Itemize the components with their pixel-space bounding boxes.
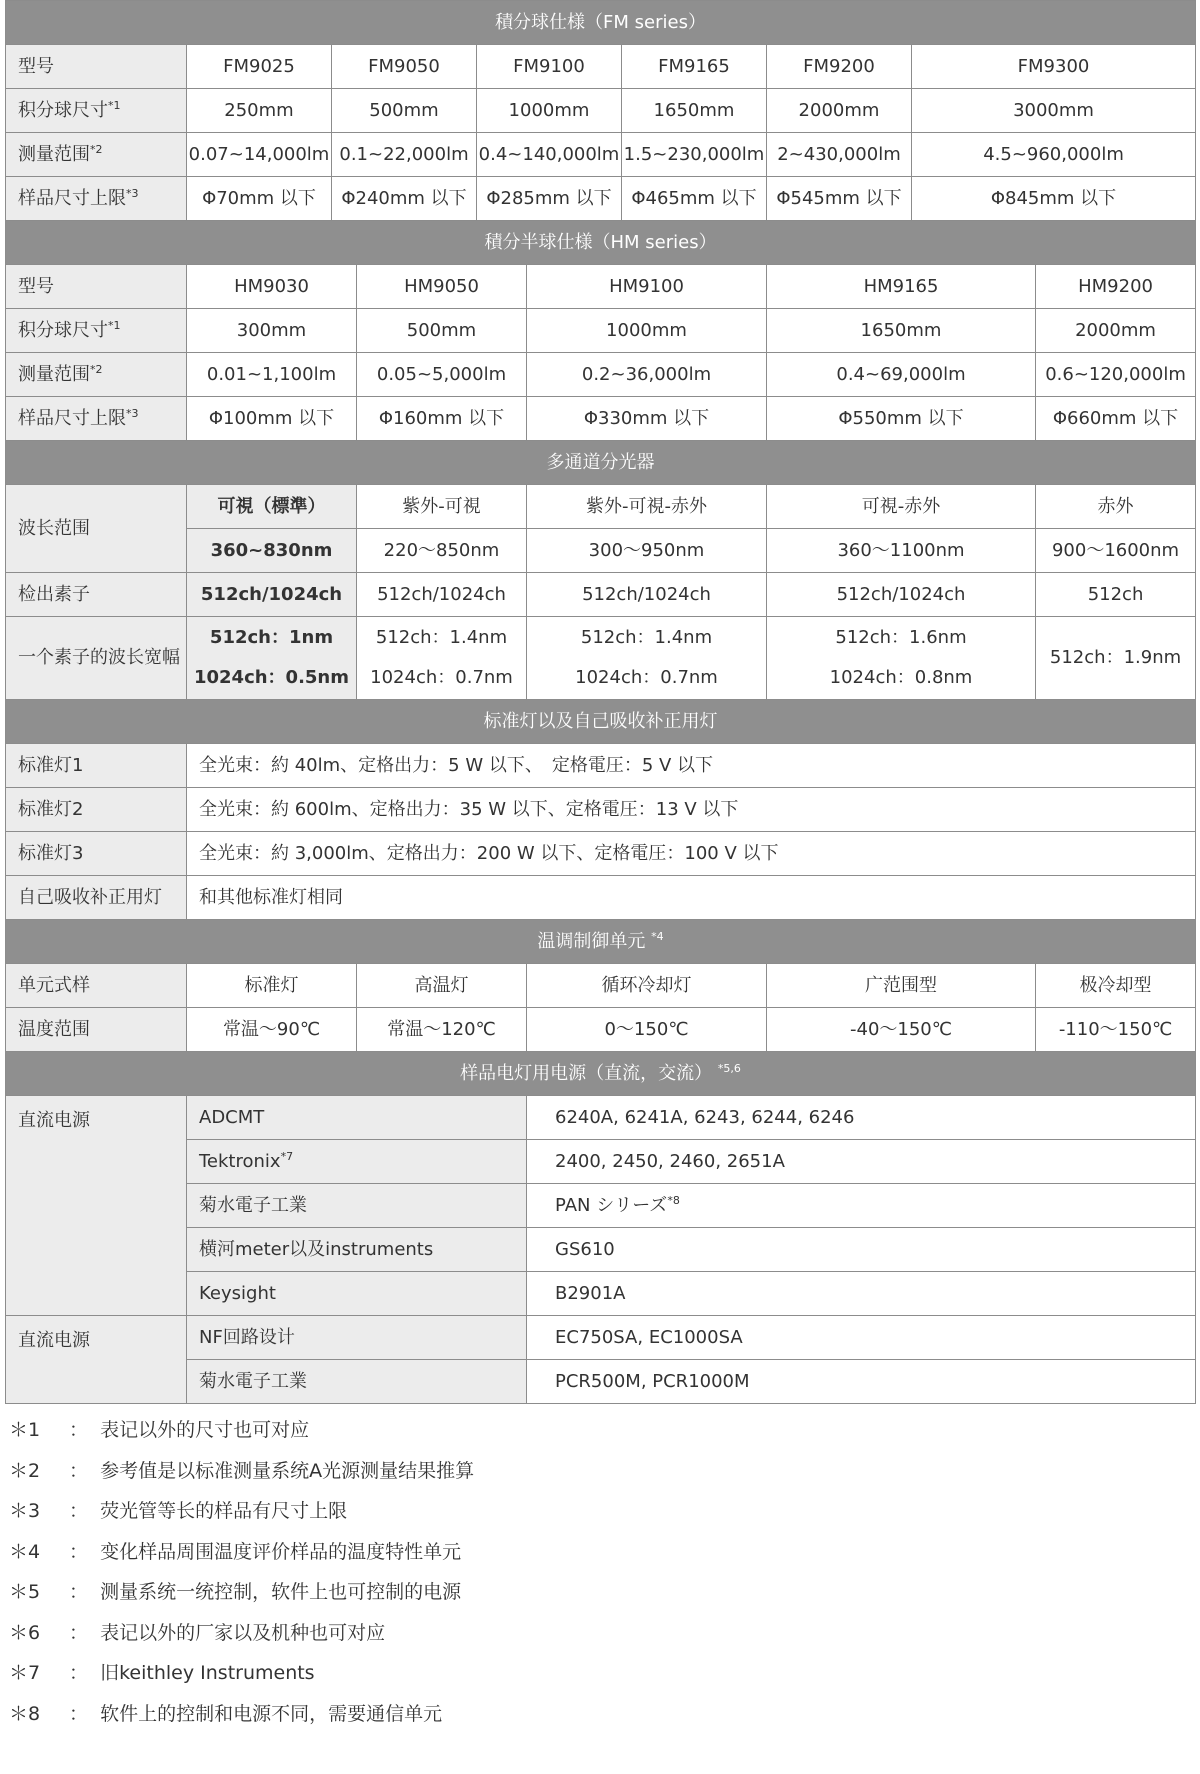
footnote	[5, 1532, 1195, 1573]
spectro-width	[767, 617, 1036, 700]
hm-section-title: 積分半球仕様（HM series）	[6, 221, 1196, 265]
width-512: 512ch：1.4nm	[375, 627, 508, 648]
lamp-value: 全光束：約 3,000lm、定格出力：200 W 以下、定格電圧：100 V 以下	[187, 832, 1196, 876]
lamp-value: 全光束：約 40lm、定格出力：5 W 以下、 定格電圧：5 V 以下	[187, 744, 1196, 788]
width-1024: 1024ch：0.8nm	[829, 667, 973, 688]
fm-model: FM9200	[767, 45, 912, 89]
hm-range: 0.01~1,100lm	[187, 353, 357, 397]
hm-sample: Φ100mm 以下	[187, 397, 357, 441]
power-models: 2400, 2450, 2460, 2651A	[527, 1140, 1196, 1184]
power-row	[6, 1096, 1196, 1140]
footnote-mark: *2	[90, 362, 103, 376]
footnote	[5, 1613, 1195, 1654]
spectro-wavelength: 360～1100nm	[767, 529, 1036, 573]
footnote-number: ＊1	[9, 1419, 41, 1441]
temp-range: -110～150℃	[1036, 1008, 1196, 1052]
fm-range: 4.5~960,000lm	[912, 133, 1196, 177]
temp-range: 0～150℃	[527, 1008, 767, 1052]
fm-model: FM9165	[622, 45, 767, 89]
footnote-text: 表记以外的厂家以及机种也可对应	[100, 1621, 386, 1644]
row-label	[6, 309, 187, 353]
fm-range: 0.1~22,000lm	[332, 133, 477, 177]
spectro-type-row	[6, 485, 1196, 529]
fm-size-row	[6, 89, 1196, 133]
footnote-sep: ：	[69, 1581, 89, 1603]
hm-model-row	[6, 265, 1196, 309]
power-models: EC750SA, EC1000SA	[527, 1316, 1196, 1360]
spectro-elements: 512ch/1024ch	[527, 573, 767, 617]
fm-model: FM9300	[912, 45, 1196, 89]
hm-range: 0.05~5,000lm	[357, 353, 527, 397]
hm-size-row	[6, 309, 1196, 353]
footnote-number: ＊8	[9, 1702, 41, 1725]
temp-unit: 循环冷却灯	[527, 964, 767, 1008]
footnote-number: ＊5	[9, 1581, 41, 1603]
row-label-text: 积分球尺寸	[18, 99, 108, 121]
hm-model: HM9200	[1036, 265, 1196, 309]
footnote-sep: ：	[69, 1702, 89, 1725]
footnote-number: ＊6	[9, 1621, 41, 1644]
fm-range: 1.5~230,000lm	[622, 133, 767, 177]
hm-size: 1650mm	[767, 309, 1036, 353]
footnote-mark: *8	[667, 1193, 680, 1207]
spectro-type: 紫外-可視-赤外	[527, 485, 767, 529]
footnote-mark: *3	[126, 406, 139, 420]
power-maker: NF回路设计	[187, 1316, 527, 1360]
fm-size: 1000mm	[477, 89, 622, 133]
hm-sample: Φ660mm 以下	[1036, 397, 1196, 441]
footnote	[5, 1653, 1195, 1694]
row-label	[6, 397, 187, 441]
power-maker: ADCMT	[187, 1096, 527, 1140]
footnote-number: ＊3	[9, 1500, 41, 1522]
temp-unit: 高温灯	[357, 964, 527, 1008]
spectro-elements: 512ch/1024ch	[357, 573, 527, 617]
lamp-row	[6, 832, 1196, 876]
footnote-text: 变化样品周围温度评价样品的温度特性单元	[100, 1540, 462, 1563]
lamps-section-title: 标准灯以及自己吸收补正用灯	[6, 700, 1196, 744]
footnote-text: 软件上的控制和电源不同，需要通信单元	[100, 1702, 443, 1725]
spectro-type: 可視（標準）	[187, 485, 357, 529]
footnote-text: 表记以外的尺寸也可对应	[100, 1419, 310, 1441]
power-group-label: 直流电源	[6, 1316, 187, 1404]
spectro-type: 可視-赤外	[767, 485, 1036, 529]
spectro-type: 紫外-可視	[357, 485, 527, 529]
power-models: GS610	[527, 1228, 1196, 1272]
row-label: 标准灯2	[6, 788, 187, 832]
fm-sample: Φ465mm 以下	[622, 177, 767, 221]
footnote-mark: *2	[90, 142, 103, 156]
temp-range: -40～150℃	[767, 1008, 1036, 1052]
hm-model: HM9100	[527, 265, 767, 309]
hm-sample: Φ330mm 以下	[527, 397, 767, 441]
hm-size: 1000mm	[527, 309, 767, 353]
power-maker: 菊水電子工業	[187, 1360, 527, 1404]
hm-model: HM9165	[767, 265, 1036, 309]
footnote	[5, 1451, 1195, 1492]
temp-unit: 标准灯	[187, 964, 357, 1008]
footnote-sep: ：	[69, 1621, 89, 1644]
footnote-mark: *4	[651, 929, 664, 943]
footnote-mark: *1	[108, 98, 121, 112]
fm-model: FM9050	[332, 45, 477, 89]
power-models: PCR500M, PCR1000M	[527, 1360, 1196, 1404]
width-1024: 1024ch：0.5nm	[193, 667, 350, 688]
fm-model: FM9025	[187, 45, 332, 89]
spectro-wavelength: 220～850nm	[357, 529, 527, 573]
power-section-title	[6, 1052, 1196, 1096]
row-label: 检出素子	[6, 573, 187, 617]
row-label-text: 积分球尺寸	[18, 319, 108, 341]
footnote-text: 参考值是以标准测量系统A光源测量结果推算	[100, 1459, 475, 1482]
footnote-text: 旧keithley Instruments	[100, 1662, 315, 1684]
temp-range: 常温～90℃	[187, 1008, 357, 1052]
row-label: 单元式样	[6, 964, 187, 1008]
spectro-elements: 512ch	[1036, 573, 1196, 617]
footnote-sep: ：	[69, 1662, 89, 1684]
row-label: 型号	[6, 265, 187, 309]
power-maker	[187, 1140, 527, 1184]
footnote	[5, 1410, 1195, 1451]
row-label-text: 测量范围	[18, 143, 90, 165]
hm-model: HM9030	[187, 265, 357, 309]
power-maker-text: Tektronix	[199, 1150, 281, 1172]
power-title-text: 样品电灯用电源（直流，交流）	[460, 1062, 713, 1084]
spectro-elements-row	[6, 573, 1196, 617]
power-group-label: 直流电源	[6, 1096, 187, 1316]
footnote-sep: ：	[69, 1459, 89, 1482]
hm-range-row	[6, 353, 1196, 397]
lamp-row	[6, 744, 1196, 788]
fm-size: 1650mm	[622, 89, 767, 133]
width-512: 512ch：1.4nm	[580, 627, 713, 648]
footnote-mark: *5,6	[717, 1061, 741, 1075]
fm-sample-row	[6, 177, 1196, 221]
fm-sample: Φ845mm 以下	[912, 177, 1196, 221]
width-1024: 1024ch：0.7nm	[575, 667, 718, 688]
footnote-sep: ：	[69, 1540, 89, 1563]
hm-sample: Φ550mm 以下	[767, 397, 1036, 441]
spectro-width	[527, 617, 767, 700]
power-maker: 菊水電子工業	[187, 1184, 527, 1228]
footnote-mark: *3	[126, 186, 139, 200]
footnote-sep: ：	[69, 1500, 89, 1522]
fm-range: 0.07~14,000lm	[187, 133, 332, 177]
temp-unit-row	[6, 964, 1196, 1008]
footnote	[5, 1491, 1195, 1532]
spectro-width	[357, 617, 527, 700]
hm-size: 500mm	[357, 309, 527, 353]
spectro-wavelength: 900～1600nm	[1036, 529, 1196, 573]
row-label	[6, 353, 187, 397]
footnote-text: 荧光管等长的样品有尺寸上限	[100, 1500, 348, 1522]
row-label	[6, 177, 187, 221]
row-label	[6, 89, 187, 133]
hm-size: 2000mm	[1036, 309, 1196, 353]
row-label-text: 测量范围	[18, 363, 90, 385]
footnote-number: ＊2	[9, 1459, 41, 1482]
spectro-width: 512ch：1.9nm	[1036, 617, 1196, 700]
width-512: 512ch：1nm	[209, 627, 334, 648]
temp-title-text: 温调制御单元	[537, 930, 646, 952]
power-models: B2901A	[527, 1272, 1196, 1316]
row-label-text: 样品尺寸上限	[18, 187, 126, 209]
footnote-text: 测量系统一统控制，软件上也可控制的电源	[100, 1581, 462, 1603]
width-512: 512ch：1.6nm	[835, 627, 967, 648]
row-label: 标准灯3	[6, 832, 187, 876]
hm-model: HM9050	[357, 265, 527, 309]
spectro-width-row	[6, 617, 1196, 700]
spectro-elements: 512ch/1024ch	[187, 573, 357, 617]
spectro-wavelength: 300～950nm	[527, 529, 767, 573]
power-maker: Keysight	[187, 1272, 527, 1316]
footnotes	[5, 1410, 1195, 1734]
fm-range-row	[6, 133, 1196, 177]
row-label-text: 样品尺寸上限	[18, 407, 126, 429]
spectro-elements: 512ch/1024ch	[767, 573, 1036, 617]
fm-sample: Φ285mm 以下	[477, 177, 622, 221]
fm-model: FM9100	[477, 45, 622, 89]
footnote-mark: *7	[280, 1149, 294, 1163]
width-1024: 1024ch：0.7nm	[370, 667, 513, 688]
power-row	[6, 1316, 1196, 1360]
footnote-sep: ：	[69, 1419, 89, 1441]
power-maker: 横河meter以及instruments	[187, 1228, 527, 1272]
footnote-number: ＊4	[9, 1540, 41, 1563]
lamp-value: 和其他标准灯相同	[187, 876, 1196, 920]
lamp-row	[6, 788, 1196, 832]
footnote	[5, 1572, 1195, 1613]
power-models	[527, 1184, 1196, 1228]
temp-unit: 广范围型	[767, 964, 1036, 1008]
spec-table	[5, 0, 1196, 1404]
hm-sample-row	[6, 397, 1196, 441]
fm-sample: Φ545mm 以下	[767, 177, 912, 221]
fm-size: 3000mm	[912, 89, 1196, 133]
fm-sample: Φ240mm 以下	[332, 177, 477, 221]
row-label: 温度范围	[6, 1008, 187, 1052]
spectro-width	[187, 617, 357, 700]
temp-unit: 极冷却型	[1036, 964, 1196, 1008]
hm-range: 0.6~120,000lm	[1036, 353, 1196, 397]
row-label: 型号	[6, 45, 187, 89]
footnote-number: ＊7	[9, 1662, 41, 1684]
fm-range: 2~430,000lm	[767, 133, 912, 177]
row-label: 波长范围	[6, 485, 187, 573]
fm-size: 500mm	[332, 89, 477, 133]
fm-size: 250mm	[187, 89, 332, 133]
spec-sheet	[5, 0, 1195, 1734]
hm-range: 0.2~36,000lm	[527, 353, 767, 397]
power-models-text: PAN シリーズ	[555, 1194, 668, 1216]
row-label: 一个素子的波长宽幅	[6, 617, 187, 700]
fm-range: 0.4~140,000lm	[477, 133, 622, 177]
power-models: 6240A, 6241A, 6243, 6244, 6246	[527, 1096, 1196, 1140]
temp-range: 常温～120℃	[357, 1008, 527, 1052]
fm-sample: Φ70mm 以下	[187, 177, 332, 221]
fm-section-title: 積分球仕様（FM series）	[6, 1, 1196, 45]
footnote	[5, 1694, 1195, 1735]
spectro-wavelength: 360~830nm	[187, 529, 357, 573]
row-label	[6, 133, 187, 177]
hm-sample: Φ160mm 以下	[357, 397, 527, 441]
fm-size: 2000mm	[767, 89, 912, 133]
lamp-value: 全光束：約 600lm、定格出力：35 W 以下、定格電圧：13 V 以下	[187, 788, 1196, 832]
spectro-section-title: 多通道分光器	[6, 441, 1196, 485]
spectro-type: 赤外	[1036, 485, 1196, 529]
hm-range: 0.4~69,000lm	[767, 353, 1036, 397]
lamp-row	[6, 876, 1196, 920]
row-label: 标准灯1	[6, 744, 187, 788]
hm-size: 300mm	[187, 309, 357, 353]
row-label: 自己吸收补正用灯	[6, 876, 187, 920]
footnote-mark: *1	[108, 318, 121, 332]
temp-section-title	[6, 920, 1196, 964]
fm-model-row	[6, 45, 1196, 89]
temp-range-row	[6, 1008, 1196, 1052]
